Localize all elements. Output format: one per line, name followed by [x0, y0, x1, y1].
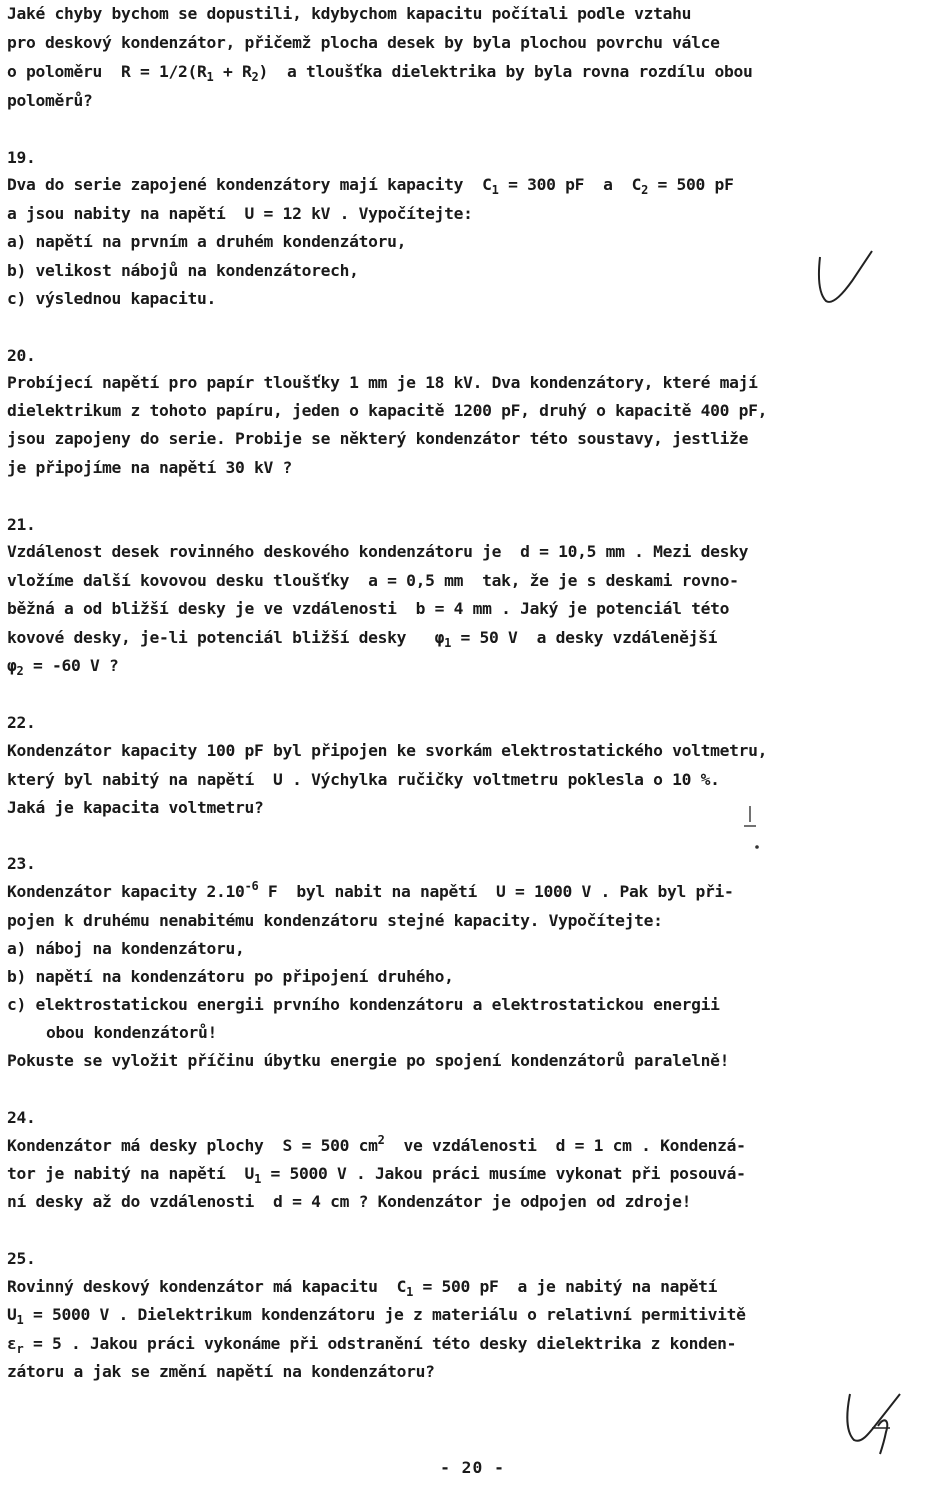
handwritten-checkmark-icon — [812, 245, 882, 310]
problem-23-item-c-2: obou kondenzátorů! — [46, 1023, 218, 1042]
problem-24-line-2: tor je nabitý na napětí $U_1 = 5000$ V . Jakou práci musíme vykonat při posouvá- — [7, 1164, 746, 1186]
intro-line-4: poloměrů? — [7, 91, 93, 110]
problem-24-line-1: Kondenzátor má desky plochy S = 500 $cm^2$ ve vzdálenosti d = 1 cm . Kondenzá- — [7, 1133, 746, 1155]
problem-20-line-1: Probíjecí napětí pro papír tloušťky 1 mm je 18 kV. Dva kondenzátory, které mají — [7, 373, 758, 392]
problem-21-line-1: Vzdálenost desek rovinného deskového kondenzátoru je d = 10,5 mm . Mezi desky — [7, 542, 749, 561]
intro-line-2: pro deskový kondenzátor, přičemž plocha desek by byla plochou povrchu válce — [7, 33, 720, 52]
problem-22-number: 22. — [7, 713, 36, 732]
problem-20-line-4: je připojíme na napětí 30 kV ? — [7, 458, 293, 477]
problem-23-line-2: pojen k druhému nenabitému kondenzátoru stejné kapacity. Vypočítejte: — [7, 911, 663, 930]
problem-23-item-c-1: c) elektrostatickou energii prvního kondenzátoru a elektrostatickou energii — [7, 995, 720, 1014]
problem-21-line-4: kovové desky, je-li potenciál bližší desky $\varphi_1 = 50$ V a desky vzdálenější — [7, 628, 718, 650]
problem-23-last-line: Pokuste se vyložit příčinu úbytku energie po spojení kondenzátorů paralelně! — [7, 1051, 730, 1070]
problem-19-line-2: a jsou nabity na napětí U = 12 kV . Vypočítejte: — [7, 204, 473, 223]
problem-19-item-a: a) napětí na prvním a druhém kondenzátoru, — [7, 232, 407, 251]
problem-20-line-3: jsou zapojeny do serie. Probije se některý kondenzátor této soustavy, jestliže — [7, 429, 749, 448]
problem-23-item-b: b) napětí na kondenzátoru po připojení druhého, — [7, 967, 454, 986]
problem-25-line-2: $U_1 = 5000$ V . Dielektrikum kondenzátoru je z materiálu o relativní permitivitě — [7, 1305, 746, 1327]
problem-19-item-c: c) výslednou kapacitu. — [7, 289, 217, 308]
problem-22-line-2: který byl nabitý na napětí U . Výchylka ručičky voltmetru poklesla o 10 %. — [7, 770, 720, 789]
intro-line-1: Jaké chyby bychom se dopustili, kdybychom kapacitu počítali podle vztahu — [7, 4, 692, 23]
problem-19-line-1: Dva do serie zapojené kondenzátory mají kapacity $C_1 = 300$ pF a $C_2 = 500$ pF — [7, 175, 734, 197]
problem-21-line-3: běžná a od bližší desky je ve vzdálenosti b = 4 mm . Jaký je potenciál této — [7, 599, 730, 618]
problem-23-number: 23. — [7, 854, 36, 873]
handwritten-checkmark-icon — [838, 1386, 918, 1456]
problem-20-number: 20. — [7, 346, 36, 365]
problem-21-number: 21. — [7, 515, 36, 534]
problem-21-line-5: $\varphi_2 = -60$ V ? — [7, 656, 119, 678]
problem-25-number: 25. — [7, 1249, 36, 1268]
problem-22-line-1: Kondenzátor kapacity 100 pF byl připojen ke svorkám elektrostatického voltmetru, — [7, 741, 768, 760]
problem-25-line-3: $\varepsilon_r = 5$ . Jakou práci vykonáme při odstranění této desky dielektrika z konden- — [7, 1334, 737, 1356]
problem-19-number: 19. — [7, 148, 36, 167]
problem-19-item-b: b) velikost nábojů na kondenzátorech, — [7, 261, 359, 280]
page-number: - 20 - — [440, 1458, 505, 1477]
problem-23-line-1: Kondenzátor kapacity $2.10^{-6}$ F byl nabit na napětí U = 1000 V . Pak byl při- — [7, 879, 734, 901]
problem-24-line-3: ní desky až do vzdálenosti d = 4 cm ? Kondenzátor je odpojen od zdroje! — [7, 1192, 692, 1211]
problem-25-line-4: zátoru a jak se změní napětí na kondenzátoru? — [7, 1362, 435, 1381]
problem-23-item-a: a) náboj na kondenzátoru, — [7, 939, 245, 958]
problem-24-number: 24. — [7, 1108, 36, 1127]
pen-mark-icon — [740, 800, 770, 855]
problem-25-line-1: Rovinný deskový kondenzátor má kapacitu $C_1 = 500$ pF a je nabitý na napětí — [7, 1277, 718, 1299]
intro-line-3: o poloměru $R = 1/2(R_1 + R_2)$ a tloušťka dielektrika by byla rovna rozdílu obou — [7, 62, 753, 84]
problem-22-line-3: Jaká je kapacita voltmetru? — [7, 798, 264, 817]
problem-20-line-2: dielektrikum z tohoto papíru, jeden o kapacitě 1200 pF, druhý o kapacitě 400 pF, — [7, 401, 768, 420]
problem-21-line-2: vložíme další kovovou desku tloušťky a = 0,5 mm tak, že je s deskami rovno- — [7, 571, 739, 590]
